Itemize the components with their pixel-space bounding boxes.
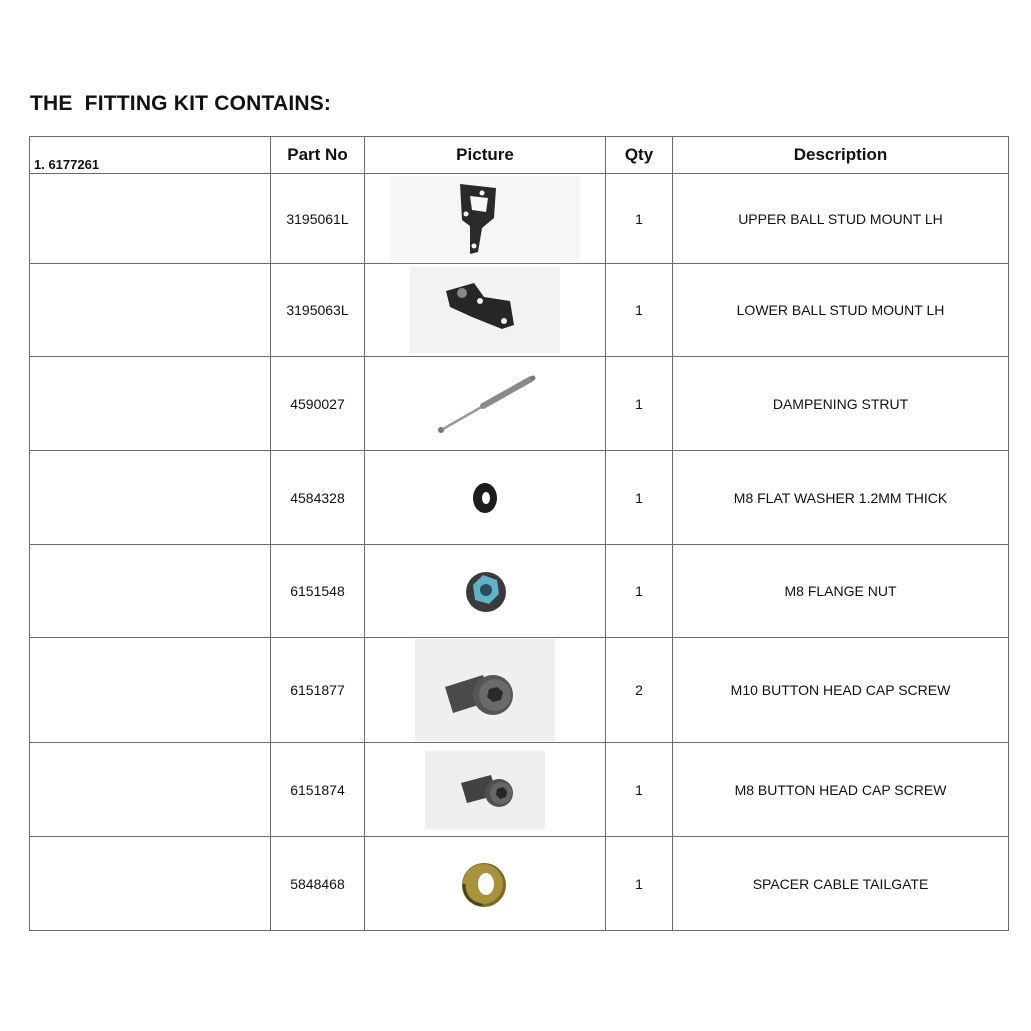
page-title: THE FITTING KIT CONTAINS: bbox=[30, 92, 332, 115]
picture-cell bbox=[365, 837, 606, 931]
empty-cell bbox=[30, 451, 271, 545]
strut-icon bbox=[425, 369, 545, 439]
table-row bbox=[30, 451, 1009, 545]
picture-cell bbox=[365, 451, 606, 545]
header-description: Description bbox=[673, 137, 1009, 174]
qty-cell: 1 bbox=[606, 451, 673, 545]
qty-cell: 1 bbox=[606, 837, 673, 931]
empty-cell bbox=[30, 357, 271, 451]
qty-cell: 1 bbox=[606, 264, 673, 357]
table-row bbox=[30, 638, 1009, 743]
fitting-kit-table bbox=[29, 136, 1009, 931]
empty-cell bbox=[30, 545, 271, 638]
part-no-cell: 6151874 bbox=[271, 743, 365, 837]
table-header-row bbox=[30, 137, 1009, 174]
description-cell: M8 FLANGE NUT bbox=[673, 545, 1009, 638]
qty-cell: 1 bbox=[606, 743, 673, 837]
description-cell: M8 FLAT WASHER 1.2MM THICK bbox=[673, 451, 1009, 545]
table-row bbox=[30, 837, 1009, 931]
table-row bbox=[30, 264, 1009, 357]
empty-cell bbox=[30, 638, 271, 743]
picture-cell bbox=[365, 743, 606, 837]
lower-bracket-icon bbox=[410, 267, 560, 353]
description-cell: SPACER CABLE TAILGATE bbox=[673, 837, 1009, 931]
table-row bbox=[30, 545, 1009, 638]
description-cell: LOWER BALL STUD MOUNT LH bbox=[673, 264, 1009, 357]
header-part-no: Part No bbox=[271, 137, 365, 174]
part-no-cell: 3195063L bbox=[271, 264, 365, 357]
empty-cell bbox=[30, 174, 271, 264]
flange-nut-icon bbox=[455, 563, 515, 619]
description-cell: DAMPENING STRUT bbox=[673, 357, 1009, 451]
picture-cell bbox=[365, 638, 606, 743]
picture-cell bbox=[365, 174, 606, 264]
description-cell: M8 BUTTON HEAD CAP SCREW bbox=[673, 743, 1009, 837]
picture-cell bbox=[365, 545, 606, 638]
spacer-icon bbox=[450, 854, 520, 914]
picture-cell bbox=[365, 264, 606, 357]
qty-cell: 1 bbox=[606, 174, 673, 264]
upper-bracket-icon bbox=[390, 176, 580, 262]
empty-cell bbox=[30, 743, 271, 837]
part-no-cell: 3195061L bbox=[271, 174, 365, 264]
description-cell: M10 BUTTON HEAD CAP SCREW bbox=[673, 638, 1009, 743]
table-row bbox=[30, 174, 1009, 264]
table-row bbox=[30, 357, 1009, 451]
washer-icon bbox=[455, 473, 515, 523]
qty-cell: 1 bbox=[606, 357, 673, 451]
qty-cell: 1 bbox=[606, 545, 673, 638]
description-cell: UPPER BALL STUD MOUNT LH bbox=[673, 174, 1009, 264]
part-no-cell: 5848468 bbox=[271, 837, 365, 931]
part-no-cell: 6151548 bbox=[271, 545, 365, 638]
m10-screw-icon bbox=[415, 639, 555, 741]
empty-cell bbox=[30, 264, 271, 357]
header-qty: Qty bbox=[606, 137, 673, 174]
part-no-cell: 6151877 bbox=[271, 638, 365, 743]
picture-cell bbox=[365, 357, 606, 451]
m8-screw-icon bbox=[425, 751, 545, 829]
part-no-cell: 4590027 bbox=[271, 357, 365, 451]
part-no-cell: 4584328 bbox=[271, 451, 365, 545]
table-row bbox=[30, 743, 1009, 837]
empty-cell bbox=[30, 837, 271, 931]
qty-cell: 2 bbox=[606, 638, 673, 743]
header-picture: Picture bbox=[365, 137, 606, 174]
kit-number: 1. 6177261 bbox=[30, 137, 271, 174]
